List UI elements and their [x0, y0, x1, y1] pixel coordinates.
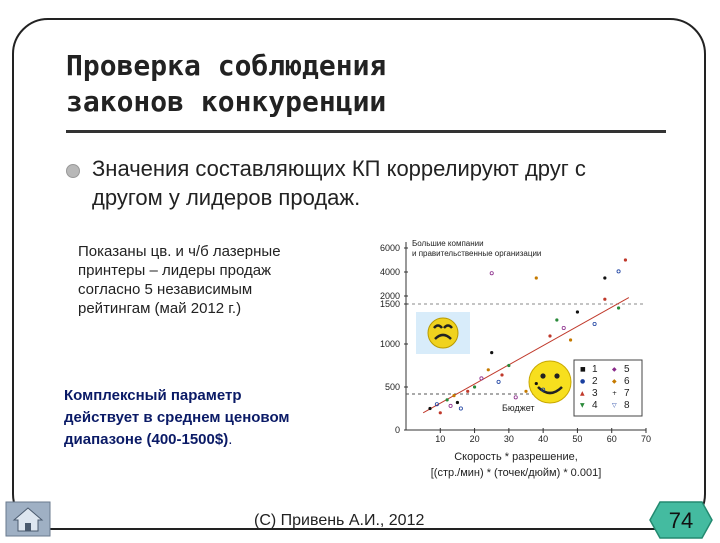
data-point [452, 394, 455, 397]
y-tick-label: 1000 [379, 339, 400, 349]
legend-label: 2 [592, 376, 598, 387]
x-tick-label: 70 [640, 434, 652, 444]
x-axis-label-line1: Скорость * разрешение, [454, 451, 578, 463]
legend-marker: ■ [580, 366, 586, 373]
data-point [624, 258, 627, 261]
legend-marker: ▲ [580, 390, 585, 397]
complex-param-text: Комплексный параметр действует в среднем ценовом диапазоне (400-1500$) [64, 387, 290, 448]
data-point [548, 334, 551, 337]
x-axis-label-line2: [(стр./мин) * (точек/дюйм) * 0.001] [430, 467, 602, 479]
y-tick-label: 4000 [379, 267, 400, 277]
x-tick-label: 20 [469, 434, 480, 444]
legend-label: 5 [624, 364, 630, 375]
printers-note: Показаны цв. и ч/б лазерные принтеры – лидеры продаж согласно 5 независимым рейтингам (май 2012 г.) [78, 243, 281, 317]
legend-label: 1 [592, 364, 598, 375]
annotation-top-line2: и правительственные организации [412, 249, 542, 258]
data-point [473, 385, 476, 388]
data-point [555, 318, 558, 321]
footer-copyright: (С) Привень А.И., 2012 [254, 512, 425, 529]
title-line-1: Проверка соблюдения [66, 49, 387, 82]
y-tick-label: 500 [384, 382, 400, 392]
data-point [446, 398, 449, 401]
page-number-badge [648, 500, 714, 540]
x-tick-label: 40 [538, 434, 549, 444]
x-tick-label: 30 [503, 434, 514, 444]
data-point [603, 298, 606, 301]
legend-label: 7 [624, 388, 630, 399]
complex-param-note [64, 385, 304, 451]
home-button[interactable] [4, 500, 52, 538]
legend-marker: ▽ [612, 402, 617, 409]
title-underline [66, 130, 666, 133]
data-point [524, 390, 527, 393]
data-point [500, 373, 503, 376]
page-number: 74 [668, 508, 694, 533]
data-point [456, 401, 459, 404]
data-point [617, 306, 620, 309]
bullet-dot-icon [66, 164, 80, 178]
data-point [439, 411, 442, 414]
legend-label: 6 [624, 376, 630, 387]
data-point [507, 364, 510, 367]
data-point [428, 407, 431, 410]
bullet-text: Значения составляющих КП коррелируют друг с другом у лидеров продаж. [92, 156, 586, 210]
home-icon [4, 500, 52, 538]
slide-title [66, 48, 666, 120]
legend-marker: ◆ [612, 366, 617, 373]
legend-label: 8 [624, 400, 630, 411]
annotation-top-line1: Большие компании [412, 239, 484, 248]
data-point [490, 351, 493, 354]
data-point [576, 310, 579, 313]
y-tick-label: 6000 [379, 243, 400, 253]
annotation-budget: Бюджет [502, 403, 535, 413]
x-tick-label: 50 [572, 434, 583, 444]
x-tick-label: 60 [606, 434, 617, 444]
complex-param-period: . [228, 431, 233, 448]
legend-marker: ▼ [580, 402, 585, 409]
data-point [466, 390, 469, 393]
data-point [535, 382, 538, 385]
legend-label: 3 [592, 388, 598, 399]
scatter-chart [352, 234, 652, 486]
title-line-2: законов конкуренции [66, 85, 387, 118]
smile-face-icon [529, 361, 571, 403]
data-point [603, 276, 606, 279]
legend-marker: ● [580, 378, 586, 385]
x-tick-label: 10 [435, 434, 446, 444]
data-point [487, 368, 490, 371]
legend-label: 4 [592, 400, 598, 411]
frown-face-icon [428, 318, 458, 348]
data-point [569, 338, 572, 341]
legend-marker: ◆ [612, 378, 617, 385]
y-tick-label: 0 [394, 425, 400, 435]
legend-marker: + [612, 390, 618, 397]
y-tick-label: 2000 [379, 291, 400, 301]
data-point [535, 276, 538, 279]
y-tick-label: 1500 [379, 299, 400, 309]
